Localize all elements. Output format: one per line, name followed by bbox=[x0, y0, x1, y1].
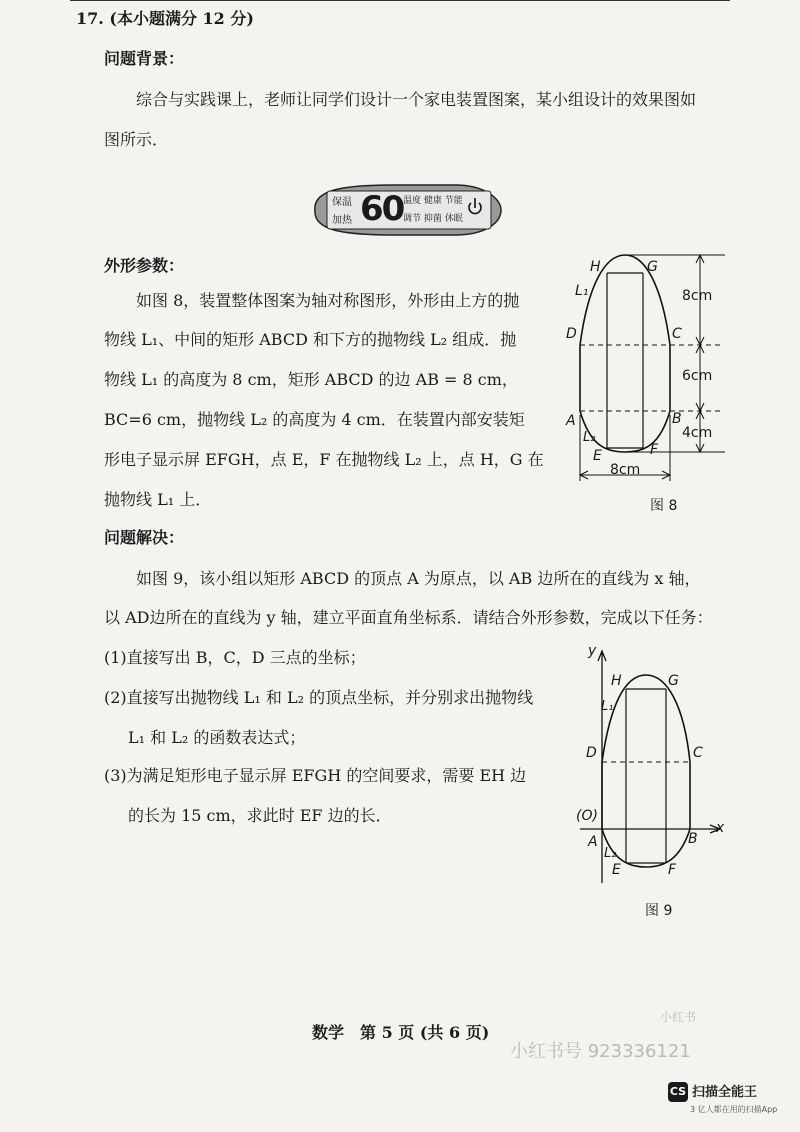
question-header: 17. (本小题满分 12 分) bbox=[76, 9, 254, 28]
params-line-4: BC=6 cm，抛物线 L₂ 的高度为 4 cm．在装置内部安装矩 bbox=[104, 410, 525, 429]
solve-line-2: 以 AD边所在的直线为 y 轴，建立平面直角坐标系．请结合外形参数，完成以下任务： bbox=[104, 608, 713, 627]
device-temperature-number: 60 bbox=[360, 189, 404, 229]
solve-line-1: 如图 9，该小组以矩形 ABCD 的顶点 A 为原点，以 AB 边所在的直线为 x 轴， bbox=[136, 569, 701, 588]
fig8-dim-bottom: 4cm bbox=[682, 425, 713, 441]
device-label-row-bottom: 调节 抑菌 休眠 bbox=[403, 214, 463, 224]
solve-title: 问题解决： bbox=[104, 528, 185, 547]
fig9-label-d: D bbox=[586, 745, 597, 761]
fig9-label-y: y bbox=[588, 643, 597, 659]
device-label-row-top: 温度 健康 节能 bbox=[403, 196, 463, 206]
params-title: 外形参数： bbox=[104, 256, 185, 275]
task-1: (1)直接写出 B，C，D 三点的坐标； bbox=[104, 648, 366, 667]
fig8-label-b: B bbox=[672, 411, 682, 427]
figure-8-diagram bbox=[560, 245, 730, 485]
fig8-dim-width: 8cm bbox=[610, 462, 641, 478]
fig9-label-o: (O) bbox=[576, 808, 598, 824]
page-footer: 数学 第 5 页 (共 6 页) bbox=[312, 1023, 490, 1042]
fig8-label-c: C bbox=[672, 326, 682, 342]
watermark-stamp: 小红书 bbox=[660, 1010, 697, 1024]
fig8-label-f: F bbox=[650, 442, 659, 458]
fig8-label-e: E bbox=[593, 448, 602, 464]
fig8-dim-mid: 6cm bbox=[682, 368, 713, 384]
fig9-label-c: C bbox=[693, 745, 703, 761]
fig9-label-b: B bbox=[688, 831, 698, 847]
fig9-label-h: H bbox=[611, 673, 622, 689]
params-line-5: 形电子显示屏 EFGH，点 E，F 在抛物线 L₂ 上，点 H，G 在 bbox=[104, 450, 544, 469]
device-label-keep-warm: 保温 bbox=[332, 197, 352, 208]
device-illustration bbox=[305, 181, 503, 239]
task-3-line-1: (3)为满足矩形电子显示屏 EFGH 的空间要求，需要 EH 边 bbox=[104, 766, 527, 785]
fig8-dim-top: 8cm bbox=[682, 288, 713, 304]
fig9-label-g: G bbox=[668, 673, 679, 689]
params-line-1: 如图 8，装置整体图案为轴对称图形，外形由上方的抛 bbox=[136, 291, 520, 310]
task-2-line-2: L₁ 和 L₂ 的函数表达式； bbox=[128, 728, 306, 747]
fig8-caption: 图 8 bbox=[650, 498, 678, 514]
top-rule bbox=[70, 0, 730, 1]
background-line-1: 综合与实践课上，老师让同学们设计一个家电装置图案，某小组设计的效果图如 bbox=[136, 90, 697, 109]
background-title: 问题背景： bbox=[104, 49, 185, 68]
background-line-2: 图所示． bbox=[104, 130, 169, 149]
fig8-label-g: G bbox=[647, 259, 658, 275]
fig8-label-l1: L₁ bbox=[575, 283, 589, 299]
fig8-label-a: A bbox=[566, 413, 576, 429]
fig9-label-e: E bbox=[612, 862, 621, 878]
fig9-label-l1: L₁ bbox=[601, 699, 614, 714]
params-line-6: 抛物线 L₁ 上． bbox=[104, 490, 212, 509]
fig9-caption: 图 9 bbox=[645, 903, 673, 919]
fig9-label-f: F bbox=[668, 862, 677, 878]
fig9-label-l2: L₂ bbox=[604, 846, 617, 861]
fig8-label-d: D bbox=[566, 326, 577, 342]
fig9-label-x: x bbox=[716, 820, 725, 836]
fig8-label-l2: L₂ bbox=[583, 430, 596, 445]
fig9-label-a: A bbox=[588, 834, 598, 850]
params-line-3: 物线 L₁ 的高度为 8 cm，矩形 ABCD 的边 AB = 8 cm， bbox=[104, 370, 518, 389]
scanner-logo-icon: CS bbox=[668, 1082, 688, 1102]
scanner-app-name: 扫描全能王 bbox=[692, 1085, 758, 1100]
task-2-line-1: (2)直接写出抛物线 L₁ 和 L₂ 的顶点坐标，并分别求出抛物线 bbox=[104, 688, 534, 707]
device-label-heat: 加热 bbox=[332, 215, 352, 226]
figure-9-diagram bbox=[570, 645, 730, 890]
watermark-account: 小红书号 923336121 bbox=[510, 1041, 691, 1062]
params-line-2: 物线 L₁、中间的矩形 ABCD 和下方的抛物线 L₂ 组成．抛 bbox=[104, 330, 517, 349]
scanner-app-tagline: 3 亿人都在用的扫描App bbox=[690, 1105, 778, 1114]
fig8-label-h: H bbox=[590, 259, 601, 275]
task-3-line-2: 的长为 15 cm，求此时 EF 边的长． bbox=[128, 806, 392, 825]
